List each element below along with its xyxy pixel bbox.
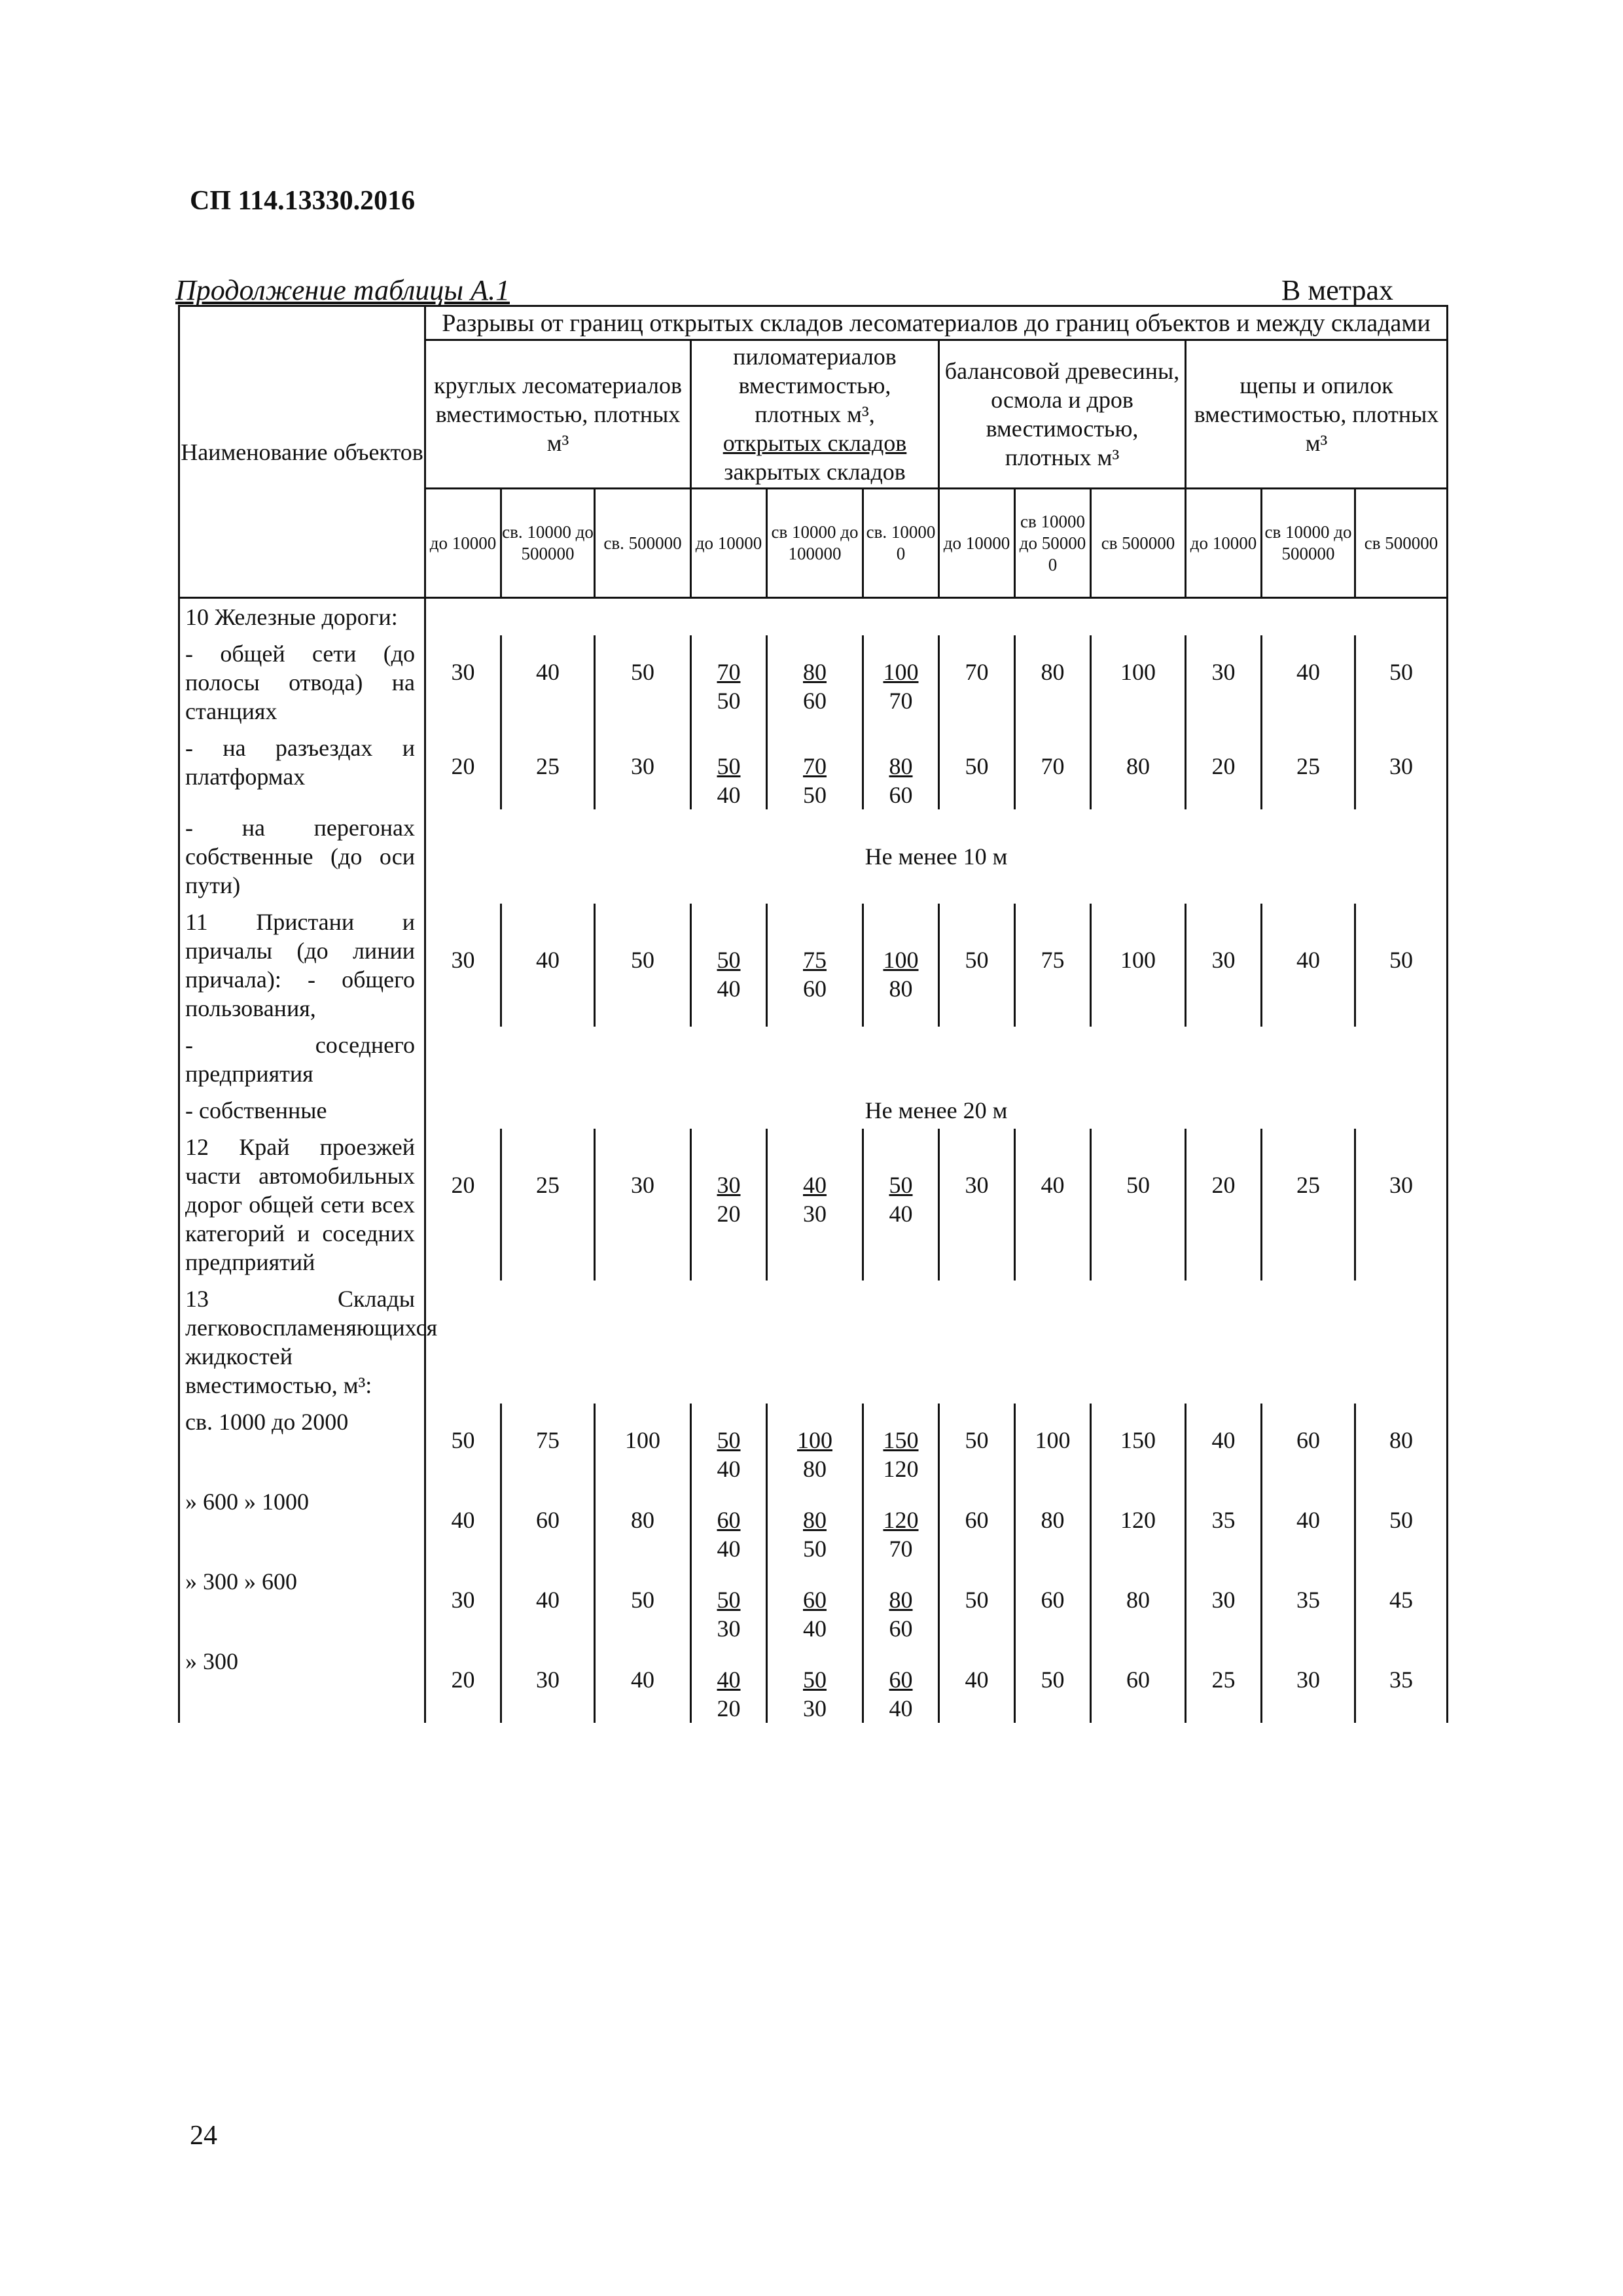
value-cell: 40	[939, 1643, 1015, 1723]
value-open: 60	[889, 1667, 913, 1693]
row-label: - общей сети (до полосы отвода) на станциях	[179, 635, 425, 730]
row-label: - на разъездах и платформах	[179, 730, 425, 809]
value-cell: 40	[501, 904, 595, 1027]
value-open: 80	[803, 659, 827, 685]
value-open: 80	[889, 753, 913, 779]
fraction-cell	[691, 635, 767, 730]
value-open: 60	[803, 1587, 827, 1613]
value-closed: 60	[889, 782, 913, 808]
value-closed: 40	[717, 976, 741, 1002]
value-cell: 30	[1355, 1129, 1448, 1280]
fraction-cell	[863, 730, 939, 809]
row-label: » 300 » 600	[179, 1563, 425, 1643]
fraction-cell	[767, 1643, 863, 1723]
value-cell: 30	[595, 1129, 691, 1280]
fraction-cell	[767, 635, 863, 730]
value-closed: 80	[803, 1456, 827, 1482]
value-cell: 80	[595, 1483, 691, 1563]
row-label: 10 Железные дороги:	[179, 598, 425, 636]
fraction-cell	[863, 1404, 939, 1483]
fraction-cell	[691, 1483, 767, 1563]
value-open: 80	[803, 1507, 827, 1533]
value-cell: 30	[595, 730, 691, 809]
value-cell: 50	[939, 1404, 1015, 1483]
value-open: 60	[717, 1507, 741, 1533]
fraction-cell	[691, 904, 767, 1027]
header-group-round: круглых лесоматериалов вместимостью, плотных м³	[425, 340, 691, 489]
value-cell: 50	[1355, 635, 1448, 730]
value-closed: 40	[889, 1695, 913, 1722]
value-cell: 100	[595, 1404, 691, 1483]
value-closed: 30	[803, 1695, 827, 1722]
value-cell: 30	[1186, 635, 1262, 730]
value-closed: 70	[889, 688, 913, 714]
value-cell: 30	[501, 1643, 595, 1723]
header-group-chips: щепы и опилок вместимостью, плотных м³	[1186, 340, 1448, 489]
fraction-cell	[863, 1483, 939, 1563]
value-cell: 60	[939, 1483, 1015, 1563]
value-cell: 20	[425, 1643, 501, 1723]
value-cell: 80	[1015, 1483, 1091, 1563]
value-cell: 20	[1186, 730, 1262, 809]
value-cell: 50	[595, 1563, 691, 1643]
header-group-balance: балансовой древесины, осмола и дров вместимостью, плотных м³	[939, 340, 1186, 489]
subheader-cell: до 10000	[425, 489, 501, 598]
value-open: 50	[803, 1667, 827, 1693]
subheader-cell: св. 500000	[595, 489, 691, 598]
value-cell: 40	[425, 1483, 501, 1563]
value-cell: 60	[1262, 1404, 1355, 1483]
fraction-cell	[863, 904, 939, 1027]
value-closed: 60	[889, 1616, 913, 1642]
fraction-cell	[767, 904, 863, 1027]
value-cell: 50	[1015, 1643, 1091, 1723]
fraction-cell	[767, 1563, 863, 1643]
value-closed: 40	[717, 1536, 741, 1562]
value-closed: 60	[803, 976, 827, 1002]
value-closed: 30	[717, 1616, 741, 1642]
table-caption: Продолжение таблицы А.1	[175, 274, 510, 306]
value-cell: 30	[1186, 904, 1262, 1027]
value-open: 150	[883, 1427, 919, 1453]
value-cell: 30	[939, 1129, 1015, 1280]
subheader-cell: до 10000	[1186, 489, 1262, 598]
row-label: » 300	[179, 1643, 425, 1723]
subheader-cell: св 10000 до 50000 0	[1015, 489, 1091, 598]
value-closed: 40	[717, 1456, 741, 1482]
subheader-cell: св. 10000 0	[863, 489, 939, 598]
row-label: 12 Край проезжей части автомобильных дорог общей сети всех категорий и соседних предприятий	[179, 1129, 425, 1280]
value-cell: 45	[1355, 1563, 1448, 1643]
fraction-cell	[691, 1563, 767, 1643]
row-label: св. 1000 до 2000	[179, 1404, 425, 1483]
value-cell: 75	[501, 1404, 595, 1483]
value-cell: 20	[1186, 1129, 1262, 1280]
fraction-cell	[863, 1129, 939, 1280]
subheader-cell: до 10000	[691, 489, 767, 598]
value-cell: 25	[501, 730, 595, 809]
header-lumber-line1: пиломатериалов вместимостью, плотных м³,	[733, 344, 897, 427]
value-cell: 60	[1015, 1563, 1091, 1643]
value-open: 50	[889, 1172, 913, 1198]
value-open: 50	[717, 753, 741, 779]
value-cell: 80	[1091, 1563, 1186, 1643]
value-cell: 100	[1015, 1404, 1091, 1483]
subheader-cell: св. 10000 до 500000	[501, 489, 595, 598]
value-closed: 20	[717, 1201, 741, 1227]
value-cell: 30	[425, 1563, 501, 1643]
units-label: В метрах	[1281, 274, 1394, 306]
value-open: 100	[883, 659, 919, 685]
value-cell: 120	[1091, 1483, 1186, 1563]
value-cell: 30	[1355, 730, 1448, 809]
value-cell: 40	[501, 635, 595, 730]
distances-table	[178, 305, 1448, 1723]
value-cell: 35	[1262, 1563, 1355, 1643]
value-cell: 70	[939, 635, 1015, 730]
value-closed: 80	[889, 976, 913, 1002]
value-cell: 80	[1015, 635, 1091, 730]
value-cell: 30	[1186, 1563, 1262, 1643]
row-label: » 600 » 1000	[179, 1483, 425, 1563]
fraction-cell	[767, 730, 863, 809]
fraction-cell	[691, 1404, 767, 1483]
value-cell: 100	[1091, 904, 1186, 1027]
fraction-cell	[767, 1129, 863, 1280]
value-cell: 40	[1015, 1129, 1091, 1280]
value-closed: 60	[803, 688, 827, 714]
value-open: 40	[717, 1667, 741, 1693]
subheader-cell: св 10000 до 500000	[1262, 489, 1355, 598]
header-lumber-closed: закрытых складов	[724, 459, 906, 485]
row-label: - соседнего предприятия	[179, 1027, 425, 1092]
value-cell: 50	[939, 730, 1015, 809]
value-cell: 50	[1355, 904, 1448, 1027]
value-open: 30	[717, 1172, 741, 1198]
value-closed: 40	[803, 1616, 827, 1642]
value-closed: 70	[889, 1536, 913, 1562]
fraction-cell	[691, 730, 767, 809]
row-label: - на перегонах собственные (до оси пути)	[179, 809, 425, 904]
value-cell: 20	[425, 1129, 501, 1280]
value-cell: 60	[1091, 1643, 1186, 1723]
value-closed: 20	[717, 1695, 741, 1722]
value-open: 100	[797, 1427, 832, 1453]
value-cell: 80	[1355, 1404, 1448, 1483]
value-open: 80	[889, 1587, 913, 1613]
value-cell: 50	[425, 1404, 501, 1483]
header-name-col: Наименование объектов	[179, 306, 425, 598]
note-cell: Не менее 20 м	[425, 1092, 1448, 1129]
value-open: 40	[803, 1172, 827, 1198]
value-open: 70	[803, 753, 827, 779]
note-cell: Не менее 10 м	[425, 809, 1448, 904]
value-cell: 50	[595, 635, 691, 730]
document-code: СП 114.13330.2016	[190, 186, 416, 216]
value-cell: 30	[1262, 1643, 1355, 1723]
subheader-cell: св 500000	[1091, 489, 1186, 598]
value-open: 70	[717, 659, 741, 685]
value-cell: 30	[425, 635, 501, 730]
value-open: 50	[717, 1587, 741, 1613]
fraction-cell	[767, 1404, 863, 1483]
value-cell: 100	[1091, 635, 1186, 730]
value-cell: 40	[1186, 1404, 1262, 1483]
value-cell: 40	[501, 1563, 595, 1643]
value-cell: 40	[595, 1643, 691, 1723]
value-closed: 50	[803, 1536, 827, 1562]
value-cell: 40	[1262, 635, 1355, 730]
value-closed: 120	[883, 1456, 919, 1482]
value-cell: 150	[1091, 1404, 1186, 1483]
value-closed: 50	[803, 782, 827, 808]
subheader-cell: св 500000	[1355, 489, 1448, 598]
value-cell: 80	[1091, 730, 1186, 809]
fraction-cell	[691, 1129, 767, 1280]
value-cell: 40	[1262, 904, 1355, 1027]
value-cell: 25	[1186, 1643, 1262, 1723]
value-cell: 50	[1091, 1129, 1186, 1280]
value-open: 75	[803, 947, 827, 973]
fraction-cell	[691, 1643, 767, 1723]
value-cell: 75	[1015, 904, 1091, 1027]
value-open: 50	[717, 1427, 741, 1453]
row-label: - собственные	[179, 1092, 425, 1129]
row-label: 13 Склады легковоспламеняющихся жидкостей вместимостью, м³:	[179, 1280, 425, 1404]
header-lumber-open: открытых складов	[722, 430, 907, 456]
value-closed: 30	[803, 1201, 827, 1227]
value-cell: 35	[1355, 1643, 1448, 1723]
value-cell: 25	[1262, 1129, 1355, 1280]
value-cell: 25	[1262, 730, 1355, 809]
row-label: 11 Пристани и причалы (до линии причала): - общего пользования,	[179, 904, 425, 1027]
fraction-cell	[767, 1483, 863, 1563]
subheader-cell: до 10000	[939, 489, 1015, 598]
header-top: Разрывы от границ открытых складов лесоматериалов до границ объектов и между складами	[425, 306, 1448, 340]
value-open: 120	[883, 1507, 919, 1533]
value-closed: 40	[889, 1201, 913, 1227]
value-closed: 50	[717, 688, 741, 714]
value-cell: 25	[501, 1129, 595, 1280]
value-cell: 50	[939, 904, 1015, 1027]
fraction-cell	[863, 1643, 939, 1723]
fraction-cell	[863, 635, 939, 730]
value-cell: 35	[1186, 1483, 1262, 1563]
value-cell: 50	[1355, 1483, 1448, 1563]
subheader-cell: св 10000 до 100000	[767, 489, 863, 598]
header-group-lumber	[691, 340, 939, 489]
value-cell: 30	[425, 904, 501, 1027]
value-closed: 40	[717, 782, 741, 808]
value-open: 100	[883, 947, 919, 973]
value-cell: 20	[425, 730, 501, 809]
fraction-cell	[863, 1563, 939, 1643]
value-cell: 60	[501, 1483, 595, 1563]
value-open: 50	[717, 947, 741, 973]
value-cell: 50	[939, 1563, 1015, 1643]
value-cell: 40	[1262, 1483, 1355, 1563]
page-number: 24	[190, 2121, 217, 2151]
value-cell: 50	[595, 904, 691, 1027]
value-cell: 70	[1015, 730, 1091, 809]
